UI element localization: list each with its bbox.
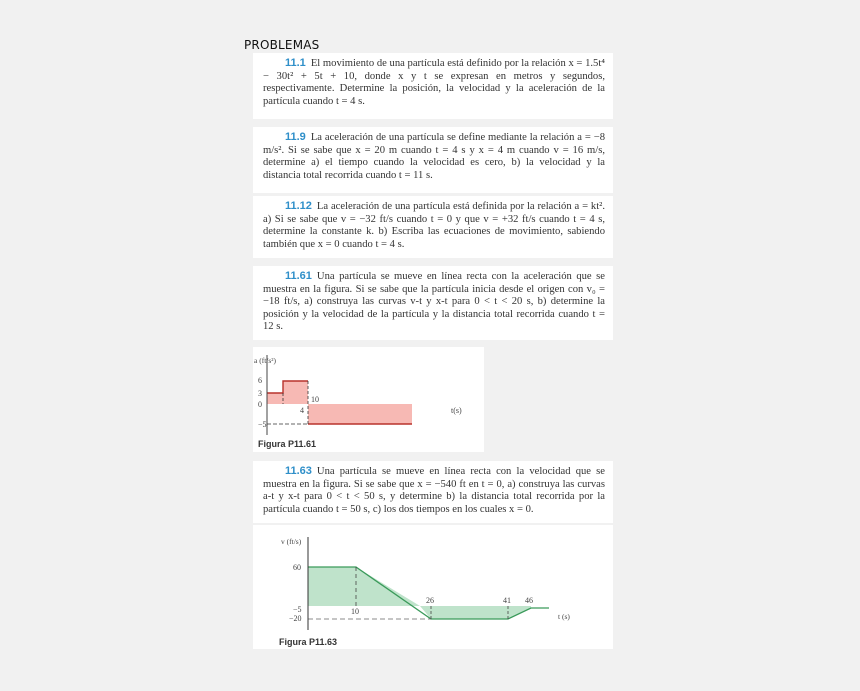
problem-card-11-63 xyxy=(253,461,613,523)
problem-card-11-9 xyxy=(253,127,613,193)
x-tick: 41 xyxy=(503,596,511,605)
problem-number: 11.1 xyxy=(285,57,306,69)
y-tick: −5 xyxy=(258,420,267,429)
acceleration-time-chart xyxy=(253,347,484,452)
x-tick: 4 xyxy=(300,406,304,415)
y-tick: 60 xyxy=(293,563,301,572)
y-tick: −20 xyxy=(289,614,302,623)
y-axis-label: a (ft/s²) xyxy=(254,356,277,365)
y-tick: 3 xyxy=(258,389,262,398)
figure-caption: Figura P11.63 xyxy=(279,637,338,647)
figure-p11-61 xyxy=(253,347,484,452)
y-tick: 0 xyxy=(258,400,262,409)
x-tick: 46 xyxy=(525,596,533,605)
problem-text: 11.12 La aceleración de una partícula está definida por la relación a = kt². a) Si se sabe que v = −32 ft/s cuando t = 0 y que v = +32 ft/s cuando t = 4 s, determine la constante k. b) Escriba las ecuaciones de movimiento, sabiendo también que x = 0 cuando t = 4 s. xyxy=(263,200,605,250)
x-tick: 10 xyxy=(311,395,319,404)
y-tick: 6 xyxy=(258,376,262,385)
problem-number: 11.12 xyxy=(285,200,312,212)
problem-number: 11.9 xyxy=(285,131,306,143)
x-axis-label: t (s) xyxy=(558,612,570,621)
problem-card-11-1 xyxy=(253,53,613,119)
problem-text: 11.61 Una partícula se mueve en línea recta con la aceleración que se muestra en la figura. Si se sabe que la partícula inicia desde el origen con v₀ = −18 ft/s, a) construya las curvas v-t y x-t para 0 < t < 20 s, b) determine la posición y la velocidad de la partícula y la distancia total recorrida cuando t = 12 s. xyxy=(263,270,605,333)
y-axis-label: v (ft/s) xyxy=(281,537,302,546)
y-tick: −5 xyxy=(293,605,302,614)
problem-text: 11.9 La aceleración de una partícula se define mediante la relación a = −8 m/s². Si se sabe que x = 20 m cuando t = 4 s y x = 4 m cuando v = 16 m/s, determine a) el tiempo cuando la velocidad es cero, b) la velocidad y la distancia total recorrida cuando t = 11 s. xyxy=(263,131,605,181)
x-tick: 26 xyxy=(426,596,434,605)
section-heading: PROBLEMAS xyxy=(244,38,320,52)
velocity-time-chart xyxy=(253,525,613,649)
figure-caption: Figura P11.61 xyxy=(258,439,317,449)
x-tick: 10 xyxy=(351,607,359,616)
problem-number: 11.63 xyxy=(285,465,312,477)
problem-card-11-61 xyxy=(253,266,613,340)
problem-number: 11.61 xyxy=(285,270,312,282)
problem-text: 11.63 Una partícula se mueve en línea recta con la velocidad que se muestra en la figura. Si se sabe que x = −540 ft en t = 0, a) construya las curvas a-t y x-t para 0 < t < 50 s, y determine b) la distancia total recorrida por la partícula cuando t = 50 s, c) los dos tiempos en los cuales x = 0. xyxy=(263,465,605,515)
figure-p11-63 xyxy=(253,525,613,649)
problem-text: 11.1 El movimiento de una partícula está definido por la relación x = 1.5t⁴ − 30t² + 5t + 10, donde x y t se expresan en metros y segundos, respectivamente. Determine la posición, la velocidad y la aceleración de la partícula cuando t = 4 s. xyxy=(263,57,605,107)
problem-card-11-12 xyxy=(253,196,613,258)
x-axis-label: t(s) xyxy=(451,406,462,415)
